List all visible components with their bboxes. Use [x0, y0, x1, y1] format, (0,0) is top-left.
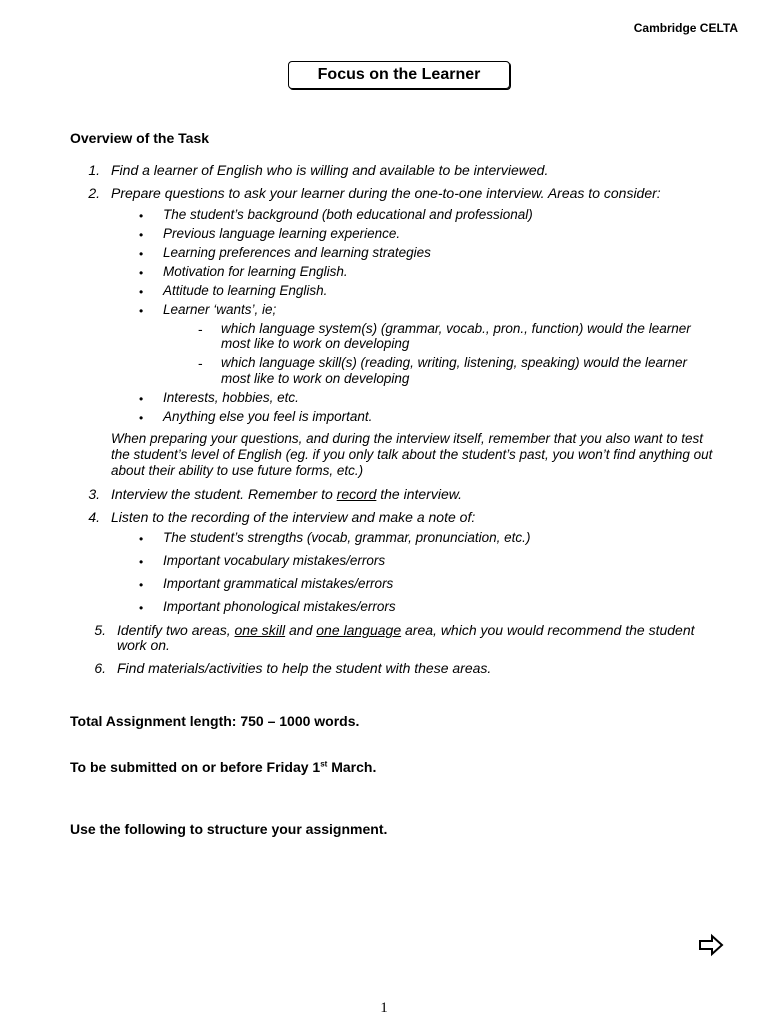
list-item: Anything else you feel is important. [163, 409, 373, 424]
one-skill-emphasis: one skill [234, 622, 286, 638]
dash-marker: - [198, 321, 203, 337]
step-text: Identify two areas, one skill and one language area, which you would recommend the student [117, 622, 695, 638]
submission-deadline: To be submitted on or before Friday 1st March. [70, 759, 377, 775]
bullet-marker: • [139, 411, 144, 425]
structure-instruction: Use the following to structure your assignment. [70, 821, 388, 837]
step-number: 6. [94, 660, 106, 676]
bullet-marker: • [139, 392, 144, 406]
bullet-marker: • [139, 601, 144, 615]
list-item: Learner ‘wants’, ie; [163, 302, 277, 317]
right-arrow-icon-graphic [698, 933, 724, 957]
list-item: The student’s strengths (vocab, grammar, pronunciation, etc.) [163, 530, 531, 545]
step-number: 2. [88, 185, 100, 201]
bullet-marker: • [139, 285, 144, 299]
sub-list-item-cont: most like to work on developing [221, 336, 410, 351]
page-title: Focus on the Learner [288, 61, 510, 89]
dash-marker: - [198, 355, 203, 371]
step-text: Prepare questions to ask your learner during the one-to-one interview. Areas to consider: [111, 185, 661, 201]
bullet-marker: • [139, 555, 144, 569]
step-text: Interview the student. Remember to record the interview. [111, 486, 462, 502]
step-text: Find a learner of English who is willing and available to be interviewed. [111, 162, 549, 178]
right-arrow-icon [698, 933, 724, 962]
list-item: Important phonological mistakes/errors [163, 599, 396, 614]
list-item: Interests, hobbies, etc. [163, 390, 299, 405]
step-text: Find materials/activities to help the student with these areas. [117, 660, 492, 676]
one-language-emphasis: one language [316, 622, 402, 638]
course-header: Cambridge CELTA [633, 21, 738, 35]
list-item: The student’s background (both educational and professional) [163, 207, 533, 222]
bullet-marker: • [139, 228, 144, 242]
bullet-marker: • [139, 266, 144, 280]
list-item: Important vocabulary mistakes/errors [163, 553, 386, 568]
sub-list-item: which language system(s) (grammar, vocab., pron., function) would the learner [221, 321, 691, 336]
step-text: Listen to the recording of the interview and make a note of: [111, 509, 476, 525]
sub-list-item: which language skill(s) (reading, writing, listening, speaking) would the learner [221, 355, 687, 370]
list-item: Learning preferences and learning strategies [163, 245, 431, 260]
page-number: 1 [380, 1000, 388, 1016]
step-text-cont: work on. [117, 637, 170, 653]
step-number: 1. [88, 162, 100, 178]
list-item: Motivation for learning English. [163, 264, 348, 279]
preparation-note: When preparing your questions, and during the interview itself, remember that you also want to test the student’s level of English (eg. if you only talk about the student’s past, you won’t find anything out about their ability to use future forms, etc.) [111, 431, 713, 478]
bullet-marker: • [139, 578, 144, 592]
list-item: Previous language learning experience. [163, 226, 401, 241]
step-number: 4. [88, 509, 100, 525]
bullet-marker: • [139, 304, 144, 318]
assignment-length: Total Assignment length: 750 – 1000 words. [70, 713, 360, 729]
record-emphasis: record [336, 486, 377, 502]
step-number: 5. [94, 622, 106, 638]
bullet-marker: • [139, 209, 144, 223]
bullet-marker: • [139, 247, 144, 261]
bullet-marker: • [139, 532, 144, 546]
overview-heading: Overview of the Task [70, 130, 210, 146]
step-number: 3. [88, 486, 100, 502]
list-item: Important grammatical mistakes/errors [163, 576, 394, 591]
sub-list-item-cont: most like to work on developing [221, 371, 410, 386]
list-item: Attitude to learning English. [163, 283, 328, 298]
